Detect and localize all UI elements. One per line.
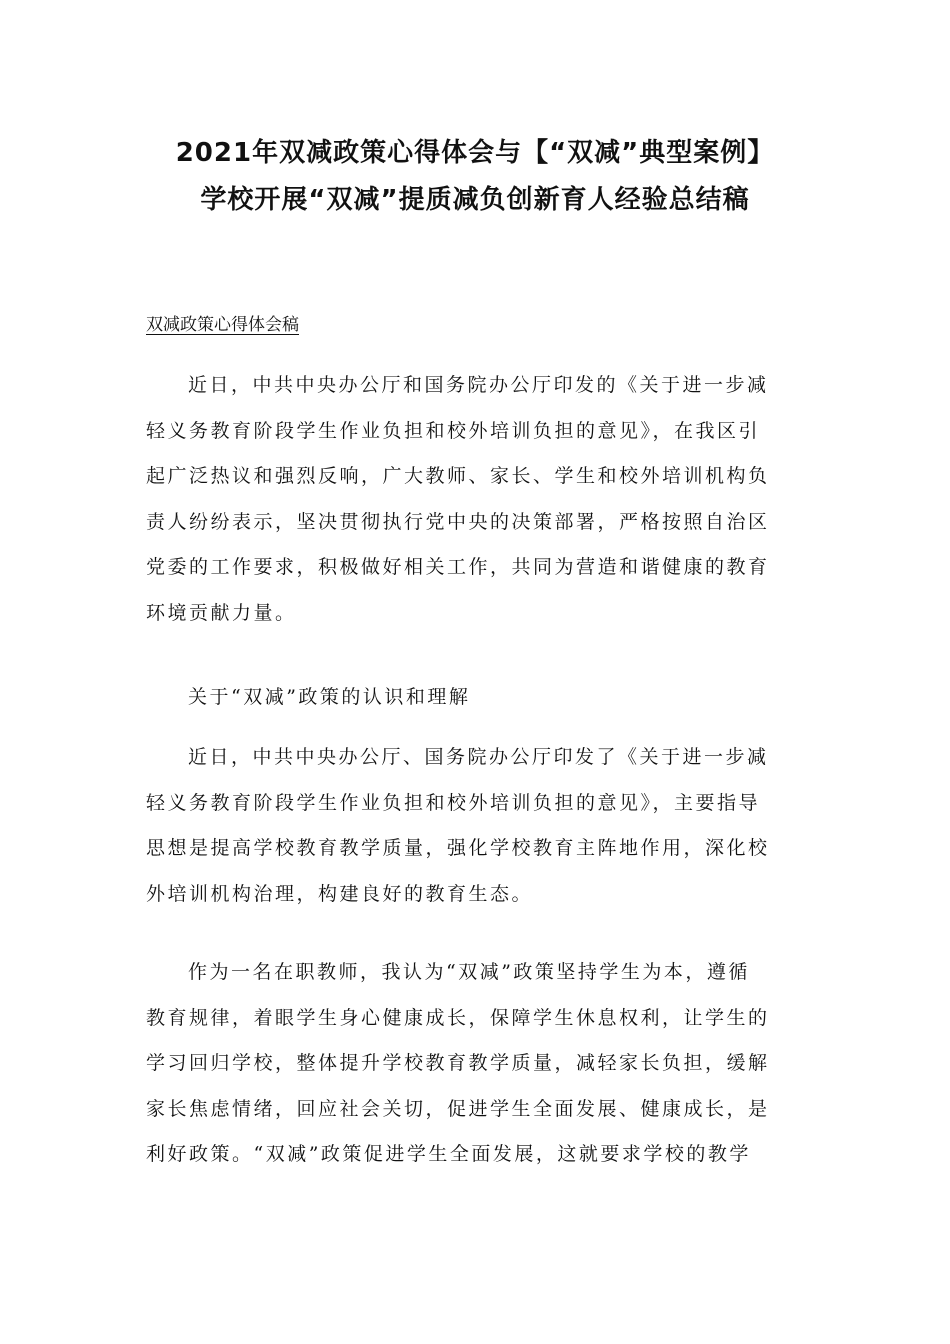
document-title-line-1: 2021年双减政策心得体会与【“双减”典型案例】 — [175, 138, 775, 168]
section-heading: 双减政策心得体会稿 — [146, 315, 299, 335]
document-title-line-2: 学校开展“双减”提质减负创新育人经验总结稿 — [200, 185, 750, 215]
paragraph-line: 近日，中共中央办公厅、国务院办公厅印发了《关于进一步减 — [188, 746, 769, 768]
paragraph-4 — [146, 950, 806, 1178]
paragraph-line: 轻义务教育阶段学生作业负担和校外培训负担的意见》，主要指导 — [146, 791, 761, 814]
paragraph-line: 近日，中共中央办公厅和国务院办公厅印发的《关于进一步减 — [188, 374, 769, 396]
paragraph-line: 学习回归学校，整体提升学校教育教学质量，减轻家长负担，缓解 — [146, 1052, 770, 1075]
paragraph-line: 党委的工作要求，积极做好相关工作，共同为营造和谐健康的教育 — [146, 556, 770, 579]
paragraph-line: 家长焦虑情绪，回应社会关切，促进学生全面发展、健康成长，是 — [146, 1097, 770, 1120]
paragraph-line: 教育规律，着眼学生身心健康成长，保障学生休息权利，让学生的 — [146, 1006, 770, 1029]
paragraph-line: 作为一名在职教师，我认为“双减”政策坚持学生为本，遵循 — [188, 961, 750, 983]
paragraph-line: 环境贡献力量。 — [146, 601, 297, 624]
paragraph-line: 起广泛热议和强烈反响，广大教师、家长、学生和校外培训机构负 — [146, 465, 770, 488]
paragraph-line: 关于“双减”政策的认识和理解 — [188, 686, 471, 708]
paragraph-subheading — [146, 675, 806, 721]
paragraph-line: 责人纷纷表示，坚决贯彻执行党中央的决策部署，严格按照自治区 — [146, 510, 770, 533]
paragraph-3 — [146, 735, 806, 917]
paragraph-line: 轻义务教育阶段学生作业负担和校外培训负担的意见》，在我区引 — [146, 419, 761, 442]
paragraph-line: 外培训机构治理，构建良好的教育生态。 — [146, 882, 534, 905]
paragraph-1 — [146, 363, 806, 637]
paragraph-line: 利好政策。“双减”政策促进学生全面发展，这就要求学校的教学 — [146, 1143, 751, 1166]
paragraph-line: 思想是提高学校教育教学质量，强化学校教育主阵地作用，深化校 — [146, 837, 770, 860]
